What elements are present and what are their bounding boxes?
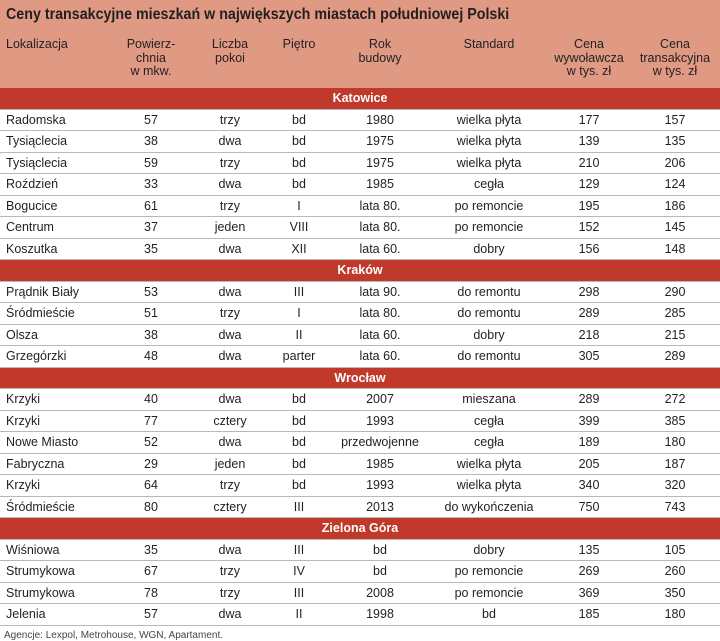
table-cell: bd xyxy=(268,109,330,131)
table-row xyxy=(0,217,720,239)
table-cell: 77 xyxy=(110,410,192,432)
table-cell: parter xyxy=(268,346,330,368)
table-cell: III xyxy=(268,496,330,518)
table-cell: 129 xyxy=(548,174,630,196)
table-row xyxy=(0,346,720,368)
table-cell: lata 60. xyxy=(330,346,430,368)
table-row xyxy=(0,561,720,583)
table-cell: dwa xyxy=(192,131,268,153)
table-cell: 218 xyxy=(548,324,630,346)
table-cell: dwa xyxy=(192,389,268,411)
table-header xyxy=(0,30,720,88)
table-cell: 340 xyxy=(548,475,630,497)
table-cell: 59 xyxy=(110,152,192,174)
table-title: Ceny transakcyjne mieszkań w największych miastach południowej Polski xyxy=(6,6,510,23)
table-cell: dwa xyxy=(192,174,268,196)
table-cell: dwa xyxy=(192,604,268,626)
table-cell: 1975 xyxy=(330,152,430,174)
table-cell: 320 xyxy=(630,475,720,497)
table-cell: po remoncie xyxy=(430,561,548,583)
table-row xyxy=(0,109,720,131)
table-cell: Grzegórzki xyxy=(0,346,110,368)
table-cell: jeden xyxy=(192,453,268,475)
table-cell: bd xyxy=(430,604,548,626)
city-name: Wrocław xyxy=(0,367,720,389)
table-cell: II xyxy=(268,324,330,346)
table-cell: 1998 xyxy=(330,604,430,626)
table-cell: 2007 xyxy=(330,389,430,411)
table-cell: po remoncie xyxy=(430,217,548,239)
table-cell: lata 80. xyxy=(330,195,430,217)
table-cell: bd xyxy=(268,152,330,174)
table-cell: 369 xyxy=(548,582,630,604)
table-cell: 195 xyxy=(548,195,630,217)
table-cell: bd xyxy=(268,131,330,153)
table-cell: Wiśniowa xyxy=(0,539,110,561)
table-cell: Krzyki xyxy=(0,475,110,497)
table-cell: 185 xyxy=(548,604,630,626)
table-cell: 40 xyxy=(110,389,192,411)
table-cell: Koszutka xyxy=(0,238,110,260)
table-cell: 139 xyxy=(548,131,630,153)
table-cell: dwa xyxy=(192,346,268,368)
table-cell: Bogucice xyxy=(0,195,110,217)
table-cell: 750 xyxy=(548,496,630,518)
city-section-row xyxy=(0,518,720,540)
table-cell: Śródmieście xyxy=(0,496,110,518)
table-cell: Roździeń xyxy=(0,174,110,196)
table-cell: 105 xyxy=(630,539,720,561)
table-row xyxy=(0,303,720,325)
city-name: Kraków xyxy=(0,260,720,282)
table-cell: 29 xyxy=(110,453,192,475)
table-cell: 135 xyxy=(548,539,630,561)
city-name: Zielona Góra xyxy=(0,518,720,540)
table-cell: do wykończenia xyxy=(430,496,548,518)
table-cell: do remontu xyxy=(430,346,548,368)
table-cell: IV xyxy=(268,561,330,583)
table-cell: III xyxy=(268,539,330,561)
table-cell: cztery xyxy=(192,496,268,518)
table-cell: cegła xyxy=(430,432,548,454)
table-cell: 1975 xyxy=(330,131,430,153)
table-cell: XII xyxy=(268,238,330,260)
data-table xyxy=(0,88,720,626)
table-cell: 290 xyxy=(630,281,720,303)
table-row xyxy=(0,582,720,604)
table-cell: 289 xyxy=(548,389,630,411)
table-row xyxy=(0,152,720,174)
table-cell: 48 xyxy=(110,346,192,368)
table-cell: Fabryczna xyxy=(0,453,110,475)
table-cell: 157 xyxy=(630,109,720,131)
table-row xyxy=(0,281,720,303)
table-row xyxy=(0,539,720,561)
table-cell: cztery xyxy=(192,410,268,432)
table-row xyxy=(0,238,720,260)
table-cell: 285 xyxy=(630,303,720,325)
table-cell: Radomska xyxy=(0,109,110,131)
table-row xyxy=(0,410,720,432)
table-cell: 67 xyxy=(110,561,192,583)
table-cell: 51 xyxy=(110,303,192,325)
table-cell: 156 xyxy=(548,238,630,260)
table-cell: 38 xyxy=(110,324,192,346)
table-cell: 289 xyxy=(548,303,630,325)
table-cell: 177 xyxy=(548,109,630,131)
table-row xyxy=(0,131,720,153)
header-transaction-price: Cena transakcyjna w tys. zł xyxy=(639,37,711,78)
table-cell: 186 xyxy=(630,195,720,217)
city-name: Katowice xyxy=(0,88,720,109)
table-cell: Nowe Miasto xyxy=(0,432,110,454)
table-cell: 124 xyxy=(630,174,720,196)
table-cell: Tysiąclecia xyxy=(0,152,110,174)
table-cell: 2013 xyxy=(330,496,430,518)
header-year: Rok budowy xyxy=(358,37,402,65)
table-cell: Olsza xyxy=(0,324,110,346)
table-cell: 152 xyxy=(548,217,630,239)
table-cell: wielka płyta xyxy=(430,475,548,497)
table-cell: dwa xyxy=(192,539,268,561)
table-cell: dobry xyxy=(430,324,548,346)
table-cell: 189 xyxy=(548,432,630,454)
table-cell: 53 xyxy=(110,281,192,303)
table-cell: trzy xyxy=(192,303,268,325)
table-cell: trzy xyxy=(192,561,268,583)
table-row xyxy=(0,475,720,497)
table-cell: bd xyxy=(268,389,330,411)
table-cell: Prądnik Biały xyxy=(0,281,110,303)
city-section-row xyxy=(0,88,720,109)
header-rooms: Liczba pokoi xyxy=(211,37,249,65)
table-cell: I xyxy=(268,195,330,217)
table-cell: 269 xyxy=(548,561,630,583)
table-cell: lata 80. xyxy=(330,303,430,325)
header-location: Lokalizacja xyxy=(6,37,68,51)
table-cell: przedwojenne xyxy=(330,432,430,454)
table-cell: 57 xyxy=(110,109,192,131)
table-cell: do remontu xyxy=(430,303,548,325)
table-cell: trzy xyxy=(192,582,268,604)
table-cell: 215 xyxy=(630,324,720,346)
table-cell: dobry xyxy=(430,238,548,260)
table-cell: wielka płyta xyxy=(430,453,548,475)
table-cell: bd xyxy=(268,475,330,497)
table-cell: 298 xyxy=(548,281,630,303)
table-cell: Centrum xyxy=(0,217,110,239)
table-cell: Krzyki xyxy=(0,410,110,432)
table-cell: 206 xyxy=(630,152,720,174)
table-row xyxy=(0,389,720,411)
table-cell: I xyxy=(268,303,330,325)
table-cell: 385 xyxy=(630,410,720,432)
table-cell: 33 xyxy=(110,174,192,196)
table-cell: 64 xyxy=(110,475,192,497)
table-cell: 350 xyxy=(630,582,720,604)
table-cell: 272 xyxy=(630,389,720,411)
table-row xyxy=(0,432,720,454)
table-cell: 210 xyxy=(548,152,630,174)
table-cell: Strumykowa xyxy=(0,561,110,583)
table-row xyxy=(0,604,720,626)
table-cell: VIII xyxy=(268,217,330,239)
table-row xyxy=(0,496,720,518)
table-cell: wielka płyta xyxy=(430,109,548,131)
table-cell: bd xyxy=(268,174,330,196)
table-cell: 35 xyxy=(110,539,192,561)
table-cell: 57 xyxy=(110,604,192,626)
table-row xyxy=(0,324,720,346)
table-row xyxy=(0,453,720,475)
header-floor: Piętro xyxy=(282,37,316,51)
table-cell: do remontu xyxy=(430,281,548,303)
table-cell: 61 xyxy=(110,195,192,217)
table-cell: dwa xyxy=(192,238,268,260)
table-cell: 289 xyxy=(630,346,720,368)
header-asking-price: Cena wywoławcza w tys. zł xyxy=(554,37,624,78)
table-cell: 80 xyxy=(110,496,192,518)
table-cell: cegła xyxy=(430,174,548,196)
table-cell: trzy xyxy=(192,195,268,217)
header-area: Powierz- chnia w mkw. xyxy=(126,37,176,78)
table-cell: dwa xyxy=(192,281,268,303)
table-cell: bd xyxy=(268,453,330,475)
table-cell: mieszana xyxy=(430,389,548,411)
source-footer: Agencje: Lexpol, Metrohouse, WGN, Apartament. xyxy=(4,629,223,641)
table-cell: trzy xyxy=(192,152,268,174)
table-cell: 1980 xyxy=(330,109,430,131)
table-cell: cegła xyxy=(430,410,548,432)
table-cell: bd xyxy=(330,539,430,561)
table-cell: bd xyxy=(268,410,330,432)
table-cell: Krzyki xyxy=(0,389,110,411)
table-cell: dobry xyxy=(430,539,548,561)
table-cell: 148 xyxy=(630,238,720,260)
table-cell: II xyxy=(268,604,330,626)
table-cell: 1985 xyxy=(330,174,430,196)
table-cell: 305 xyxy=(548,346,630,368)
table-cell: lata 90. xyxy=(330,281,430,303)
table-cell: jeden xyxy=(192,217,268,239)
table-cell: 205 xyxy=(548,453,630,475)
city-section-row xyxy=(0,260,720,282)
table-cell: bd xyxy=(268,432,330,454)
table-cell: 78 xyxy=(110,582,192,604)
table-cell: dwa xyxy=(192,324,268,346)
table-cell: 1993 xyxy=(330,475,430,497)
table-cell: 2008 xyxy=(330,582,430,604)
table-cell: 135 xyxy=(630,131,720,153)
table-cell: 743 xyxy=(630,496,720,518)
table-cell: 35 xyxy=(110,238,192,260)
table-cell: 1985 xyxy=(330,453,430,475)
table-cell: dwa xyxy=(192,432,268,454)
title-bar xyxy=(0,0,720,30)
table-cell: Śródmieście xyxy=(0,303,110,325)
table-cell: lata 80. xyxy=(330,217,430,239)
table-cell: Tysiąclecia xyxy=(0,131,110,153)
city-section-row xyxy=(0,367,720,389)
table-cell: lata 60. xyxy=(330,324,430,346)
table-row xyxy=(0,174,720,196)
table-cell: 399 xyxy=(548,410,630,432)
table-cell: Strumykowa xyxy=(0,582,110,604)
table-cell: 180 xyxy=(630,604,720,626)
table-cell: lata 60. xyxy=(330,238,430,260)
table-cell: 187 xyxy=(630,453,720,475)
table-cell: trzy xyxy=(192,475,268,497)
table-cell: wielka płyta xyxy=(430,131,548,153)
table-cell: 1993 xyxy=(330,410,430,432)
table-cell: Jelenia xyxy=(0,604,110,626)
table-row xyxy=(0,195,720,217)
table-cell: po remoncie xyxy=(430,195,548,217)
header-standard: Standard xyxy=(463,37,515,51)
table-cell: III xyxy=(268,582,330,604)
table-cell: wielka płyta xyxy=(430,152,548,174)
table-cell: 52 xyxy=(110,432,192,454)
table-cell: III xyxy=(268,281,330,303)
table-cell: 180 xyxy=(630,432,720,454)
table-cell: bd xyxy=(330,561,430,583)
table-cell: 37 xyxy=(110,217,192,239)
table-cell: po remoncie xyxy=(430,582,548,604)
table-cell: 38 xyxy=(110,131,192,153)
table-cell: 260 xyxy=(630,561,720,583)
table-cell: 145 xyxy=(630,217,720,239)
table-cell: trzy xyxy=(192,109,268,131)
